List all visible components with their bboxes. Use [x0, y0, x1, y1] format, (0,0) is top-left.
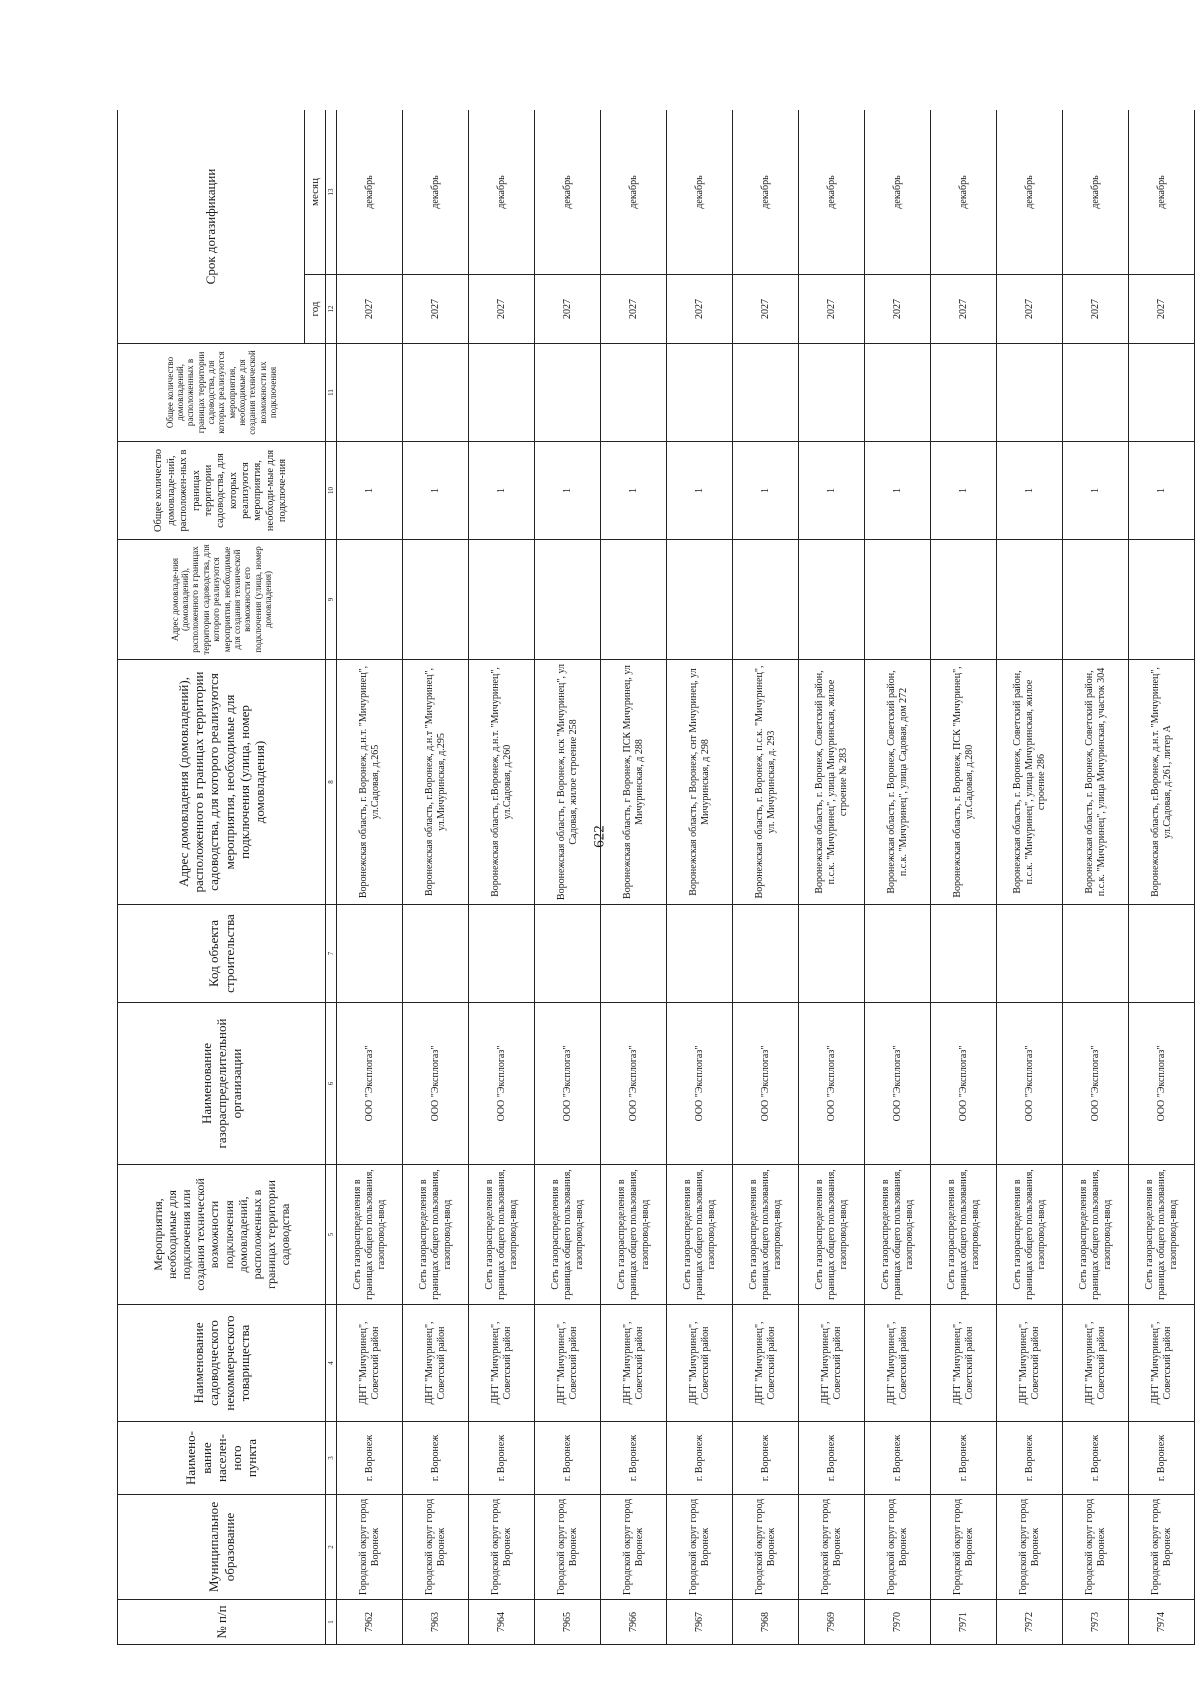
address-tech-cell: [337, 540, 403, 660]
organization-cell: ООО "Эксплогаз": [1129, 1003, 1195, 1165]
address-tech-cell: [469, 540, 535, 660]
column-number: 12: [326, 275, 337, 344]
address-tech-cell: [931, 540, 997, 660]
header-month: месяц: [305, 110, 326, 275]
column-number: 9: [326, 540, 337, 660]
organization-cell: ООО "Эксплогаз": [799, 1003, 865, 1165]
organization-cell: ООО "Эксплогаз": [1063, 1003, 1129, 1165]
row-number: 7964: [469, 1600, 535, 1645]
header-town: Наимено-вание населен-ного пункта: [118, 1422, 326, 1495]
household-count-cell: 1: [1063, 442, 1129, 540]
deadline-month-cell: декабрь: [865, 110, 931, 275]
household-count-tech-cell: [601, 344, 667, 442]
deadline-year-cell: 2027: [733, 275, 799, 344]
row-number: 7968: [733, 1600, 799, 1645]
header-org: Наименование газораспределительной организации: [118, 1003, 326, 1165]
page-number: 622: [591, 825, 608, 848]
address-cell: Воронежская область, г. Воронеж, д.н.т. "Мичуринец", ул.Садовая, д.265: [337, 660, 403, 905]
snt-cell: ДНТ "Мичуринец", Советский район: [1129, 1305, 1195, 1422]
header-deadline: Срок догазификации: [118, 110, 305, 344]
deadline-month-cell: декабрь: [733, 110, 799, 275]
snt-cell: ДНТ "Мичуринец", Советский район: [601, 1305, 667, 1422]
event-cell: Сеть газораспределения в границах общего пользования, газопровод-ввод: [469, 1165, 535, 1305]
organization-cell: ООО "Эксплогаз": [733, 1003, 799, 1165]
organization-cell: ООО "Эксплогаз": [865, 1003, 931, 1165]
household-count-cell: 1: [1129, 442, 1195, 540]
object-code-cell: [865, 905, 931, 1003]
header-snt: Наименование садоводческого некоммерческого товарищества: [118, 1305, 326, 1422]
organization-cell: ООО "Эксплогаз": [997, 1003, 1063, 1165]
header-address: Адрес домовладения (домовладений), расположенного в границах территории садоводства, для которого реализуются мероприятия, необходимые для подключения (улица, номер домовладения): [118, 660, 326, 905]
household-count-tech-cell: [1129, 344, 1195, 442]
deadline-month-cell: декабрь: [403, 110, 469, 275]
table-row: [931, 110, 997, 1645]
table-row: [535, 110, 601, 1645]
object-code-cell: [799, 905, 865, 1003]
deadline-year-cell: 2027: [667, 275, 733, 344]
address-tech-cell: [667, 540, 733, 660]
table-row: [733, 110, 799, 1645]
municipality-cell: Городской округ город Воронеж: [667, 1495, 733, 1600]
address-tech-cell: [997, 540, 1063, 660]
document-sheet: [117, 110, 1200, 1645]
municipality-cell: Городской округ город Воронеж: [931, 1495, 997, 1600]
event-cell: Сеть газораспределения в границах общего пользования, газопровод-ввод: [667, 1165, 733, 1305]
header-count-tech: Общее количество домовладений, расположенных в границах территории садоводства, для которых реализуются мероприятия, необходимые для создания технической возможности их подключения: [118, 344, 326, 442]
address-cell: Воронежская область, г. Воронеж, ПСК "Мичуринец", ул.Садовая, д.280: [931, 660, 997, 905]
town-cell: г. Воронеж: [337, 1422, 403, 1495]
address-cell: Воронежская область, г.Воронеж, д.н.т "Мичуринец", ул.Мичуринская, д.295: [403, 660, 469, 905]
header-code: Код объекта строительства: [118, 905, 326, 1003]
address-cell: Воронежская область, г Воронеж, нск "Мичуринец", ул Садовая, жилое строение 258: [535, 660, 601, 905]
column-number: 5: [326, 1165, 337, 1305]
address-cell: Воронежская область, г. Воронеж, Советский район, п.с.к. "Мичуринец", улица Мичуринская, жилое строение 286: [997, 660, 1063, 905]
municipality-cell: Городской округ город Воронеж: [403, 1495, 469, 1600]
snt-cell: ДНТ "Мичуринец", Советский район: [733, 1305, 799, 1422]
column-number: 6: [326, 1003, 337, 1165]
column-number: 13: [326, 110, 337, 275]
event-cell: Сеть газораспределения в границах общего пользования, газопровод-ввод: [997, 1165, 1063, 1305]
register-body: [337, 110, 1195, 1645]
snt-cell: ДНТ "Мичуринец", Советский район: [997, 1305, 1063, 1422]
address-cell: Воронежская область, г Воронеж, снт Мичуринец, ул Мичуринская, д 298: [667, 660, 733, 905]
event-cell: Сеть газораспределения в границах общего пользования, газопровод-ввод: [535, 1165, 601, 1305]
municipality-cell: Городской округ город Воронеж: [1129, 1495, 1195, 1600]
deadline-year-cell: 2027: [997, 275, 1063, 344]
header-year: год: [305, 275, 326, 344]
municipality-cell: Городской округ город Воронеж: [601, 1495, 667, 1600]
household-count-tech-cell: [667, 344, 733, 442]
object-code-cell: [1063, 905, 1129, 1003]
object-code-cell: [931, 905, 997, 1003]
household-count-tech-cell: [865, 344, 931, 442]
column-number: 1: [326, 1600, 337, 1645]
town-cell: г. Воронеж: [799, 1422, 865, 1495]
address-cell: Воронежская область, г. Воронеж, Советский район, п.с.к. "Мичуринец", улица Мичуринская, жилое строение № 283: [799, 660, 865, 905]
column-number: 4: [326, 1305, 337, 1422]
address-tech-cell: [601, 540, 667, 660]
snt-cell: ДНТ "Мичуринец", Советский район: [1063, 1305, 1129, 1422]
snt-cell: ДНТ "Мичуринец", Советский район: [337, 1305, 403, 1422]
household-count-cell: 1: [931, 442, 997, 540]
household-count-tech-cell: [799, 344, 865, 442]
household-count-cell: 1: [601, 442, 667, 540]
header-count: Общее количество домовладе-ний, расположен-ных в границах территории садоводства, для которых реализуются мероприятия, необходи-мые для подключе-ния: [118, 442, 326, 540]
table-row: [1129, 110, 1195, 1645]
household-count-cell: 1: [403, 442, 469, 540]
household-count-cell: 1: [337, 442, 403, 540]
address-tech-cell: [733, 540, 799, 660]
gasification-register-table: [117, 110, 1195, 1645]
row-number: 7972: [997, 1600, 1063, 1645]
event-cell: Сеть газораспределения в границах общего пользования, газопровод-ввод: [1129, 1165, 1195, 1305]
column-number: 10: [326, 442, 337, 540]
object-code-cell: [1129, 905, 1195, 1003]
event-cell: Сеть газораспределения в границах общего пользования, газопровод-ввод: [865, 1165, 931, 1305]
table-row: [799, 110, 865, 1645]
event-cell: Сеть газораспределения в границах общего пользования, газопровод-ввод: [799, 1165, 865, 1305]
organization-cell: ООО "Эксплогаз": [469, 1003, 535, 1165]
municipality-cell: Городской округ город Воронеж: [799, 1495, 865, 1600]
town-cell: г. Воронеж: [403, 1422, 469, 1495]
municipality-cell: Городской округ город Воронеж: [535, 1495, 601, 1600]
household-count-tech-cell: [997, 344, 1063, 442]
household-count-tech-cell: [337, 344, 403, 442]
address-tech-cell: [1129, 540, 1195, 660]
table-row: [865, 110, 931, 1645]
table-row: [403, 110, 469, 1645]
row-number: 7963: [403, 1600, 469, 1645]
address-tech-cell: [799, 540, 865, 660]
address-cell: Воронежская область, г. Воронеж, п.с.к. "Мичуринец", ул. Мичуринская, д. 293: [733, 660, 799, 905]
column-number-row: [326, 110, 337, 1645]
municipality-cell: Городской округ город Воронеж: [469, 1495, 535, 1600]
deadline-month-cell: декабрь: [1063, 110, 1129, 275]
town-cell: г. Воронеж: [733, 1422, 799, 1495]
town-cell: г. Воронеж: [469, 1422, 535, 1495]
row-number: 7969: [799, 1600, 865, 1645]
town-cell: г. Воронеж: [667, 1422, 733, 1495]
deadline-year-cell: 2027: [403, 275, 469, 344]
address-tech-cell: [865, 540, 931, 660]
deadline-month-cell: декабрь: [535, 110, 601, 275]
household-count-tech-cell: [1063, 344, 1129, 442]
deadline-year-cell: 2027: [601, 275, 667, 344]
table-row: [601, 110, 667, 1645]
event-cell: Сеть газораспределения в границах общего пользования, газопровод-ввод: [931, 1165, 997, 1305]
household-count-tech-cell: [733, 344, 799, 442]
household-count-tech-cell: [469, 344, 535, 442]
municipality-cell: Городской округ город Воронеж: [733, 1495, 799, 1600]
address-tech-cell: [535, 540, 601, 660]
row-number: 7965: [535, 1600, 601, 1645]
event-cell: Сеть газораспределения в границах общего пользования, газопровод-ввод: [403, 1165, 469, 1305]
deadline-month-cell: декабрь: [469, 110, 535, 275]
header-address-tech: Адрес домовладе-ния (домовладений), расположенного в границах территории садоводства, для которого реализуются мероприятия, необходимые для создания технической возможности его подключения (улица, номер домовладения): [118, 540, 326, 660]
household-count-cell: 1: [865, 442, 931, 540]
event-cell: Сеть газораспределения в границах общего пользования, газопровод-ввод: [601, 1165, 667, 1305]
deadline-month-cell: декабрь: [931, 110, 997, 275]
deadline-year-cell: 2027: [1063, 275, 1129, 344]
object-code-cell: [733, 905, 799, 1003]
object-code-cell: [469, 905, 535, 1003]
row-number: 7971: [931, 1600, 997, 1645]
object-code-cell: [997, 905, 1063, 1003]
household-count-tech-cell: [535, 344, 601, 442]
deadline-month-cell: декабрь: [1129, 110, 1195, 275]
column-number: 8: [326, 660, 337, 905]
deadline-year-cell: 2027: [337, 275, 403, 344]
household-count-cell: 1: [733, 442, 799, 540]
town-cell: г. Воронеж: [1063, 1422, 1129, 1495]
deadline-month-cell: декабрь: [997, 110, 1063, 275]
address-cell: Воронежская область, г.Воронеж, д.н.т. "Мичуринец", ул.Садовая, д.260: [469, 660, 535, 905]
deadline-month-cell: декабрь: [667, 110, 733, 275]
municipality-cell: Городской округ город Воронеж: [865, 1495, 931, 1600]
municipality-cell: Городской округ город Воронеж: [997, 1495, 1063, 1600]
organization-cell: ООО "Эксплогаз": [337, 1003, 403, 1165]
municipality-cell: Городской округ город Воронеж: [1063, 1495, 1129, 1600]
snt-cell: ДНТ "Мичуринец", Советский район: [403, 1305, 469, 1422]
row-number: 7962: [337, 1600, 403, 1645]
column-number: 7: [326, 905, 337, 1003]
column-number: 2: [326, 1495, 337, 1600]
header-num: № п/п: [118, 1600, 326, 1645]
deadline-year-cell: 2027: [931, 275, 997, 344]
household-count-cell: 1: [469, 442, 535, 540]
deadline-year-cell: 2027: [799, 275, 865, 344]
household-count-tech-cell: [931, 344, 997, 442]
town-cell: г. Воронеж: [865, 1422, 931, 1495]
table-row: [1063, 110, 1129, 1645]
snt-cell: ДНТ "Мичуринец", Советский район: [535, 1305, 601, 1422]
deadline-month-cell: декабрь: [337, 110, 403, 275]
row-number: 7966: [601, 1600, 667, 1645]
deadline-year-cell: 2027: [469, 275, 535, 344]
deadline-year-cell: 2027: [1129, 275, 1195, 344]
event-cell: Сеть газораспределения в границах общего пользования, газопровод-ввод: [337, 1165, 403, 1305]
event-cell: Сеть газораспределения в границах общего пользования, газопровод-ввод: [1063, 1165, 1129, 1305]
organization-cell: ООО "Эксплогаз": [601, 1003, 667, 1165]
address-cell: Воронежская область, г. Воронеж, Советский район, п.с.к. "Мичуринец", улица Садовая, дом 272: [865, 660, 931, 905]
column-number: 3: [326, 1422, 337, 1495]
object-code-cell: [535, 905, 601, 1003]
town-cell: г. Воронеж: [601, 1422, 667, 1495]
header-municipality: Муниципальное образование: [118, 1495, 326, 1600]
organization-cell: ООО "Эксплогаз": [667, 1003, 733, 1165]
town-cell: г. Воронеж: [1129, 1422, 1195, 1495]
object-code-cell: [337, 905, 403, 1003]
object-code-cell: [667, 905, 733, 1003]
column-number: 11: [326, 344, 337, 442]
object-code-cell: [601, 905, 667, 1003]
object-code-cell: [403, 905, 469, 1003]
town-cell: г. Воронеж: [997, 1422, 1063, 1495]
town-cell: г. Воронеж: [931, 1422, 997, 1495]
table-row: [337, 110, 403, 1645]
address-cell: Воронежская область, г. Воронеж, Советский район, п.с.к. "Мичуринец", улица Мичуринская, участок 304: [1063, 660, 1129, 905]
deadline-year-cell: 2027: [535, 275, 601, 344]
deadline-month-cell: декабрь: [799, 110, 865, 275]
snt-cell: ДНТ "Мичуринец", Советский район: [865, 1305, 931, 1422]
household-count-cell: 1: [997, 442, 1063, 540]
address-cell: Воронежская область, г Воронеж, ПСК Мичуринец, ул Мичуринская, д 288: [601, 660, 667, 905]
snt-cell: ДНТ "Мичуринец", Советский район: [667, 1305, 733, 1422]
deadline-month-cell: декабрь: [601, 110, 667, 275]
address-cell: Воронежская область, г.Воронеж, д.н.т. "Мичуринец", ул.Садовая, д.261, литер А: [1129, 660, 1195, 905]
rotated-table-viewport: [117, 110, 1200, 1645]
household-count-cell: 1: [667, 442, 733, 540]
address-tech-cell: [403, 540, 469, 660]
table-row: [469, 110, 535, 1645]
row-number: 7973: [1063, 1600, 1129, 1645]
snt-cell: ДНТ "Мичуринец", Советский район: [469, 1305, 535, 1422]
address-tech-cell: [1063, 540, 1129, 660]
deadline-year-cell: 2027: [865, 275, 931, 344]
row-number: 7967: [667, 1600, 733, 1645]
row-number: 7970: [865, 1600, 931, 1645]
organization-cell: ООО "Эксплогаз": [931, 1003, 997, 1165]
table-row: [997, 110, 1063, 1645]
town-cell: г. Воронеж: [535, 1422, 601, 1495]
row-number: 7974: [1129, 1600, 1195, 1645]
household-count-cell: 1: [535, 442, 601, 540]
household-count-cell: 1: [799, 442, 865, 540]
snt-cell: ДНТ "Мичуринец", Советский район: [931, 1305, 997, 1422]
table-row: [667, 110, 733, 1645]
organization-cell: ООО "Эксплогаз": [403, 1003, 469, 1165]
snt-cell: ДНТ "Мичуринец", Советский район: [799, 1305, 865, 1422]
header-event: Мероприятия, необходимые для подключения или создания технической возможности подключения домовладений, расположенных в границах территории садоводства: [118, 1165, 326, 1305]
event-cell: Сеть газораспределения в границах общего пользования, газопровод-ввод: [733, 1165, 799, 1305]
organization-cell: ООО "Эксплогаз": [535, 1003, 601, 1165]
municipality-cell: Городской округ город Воронеж: [337, 1495, 403, 1600]
household-count-tech-cell: [403, 344, 469, 442]
